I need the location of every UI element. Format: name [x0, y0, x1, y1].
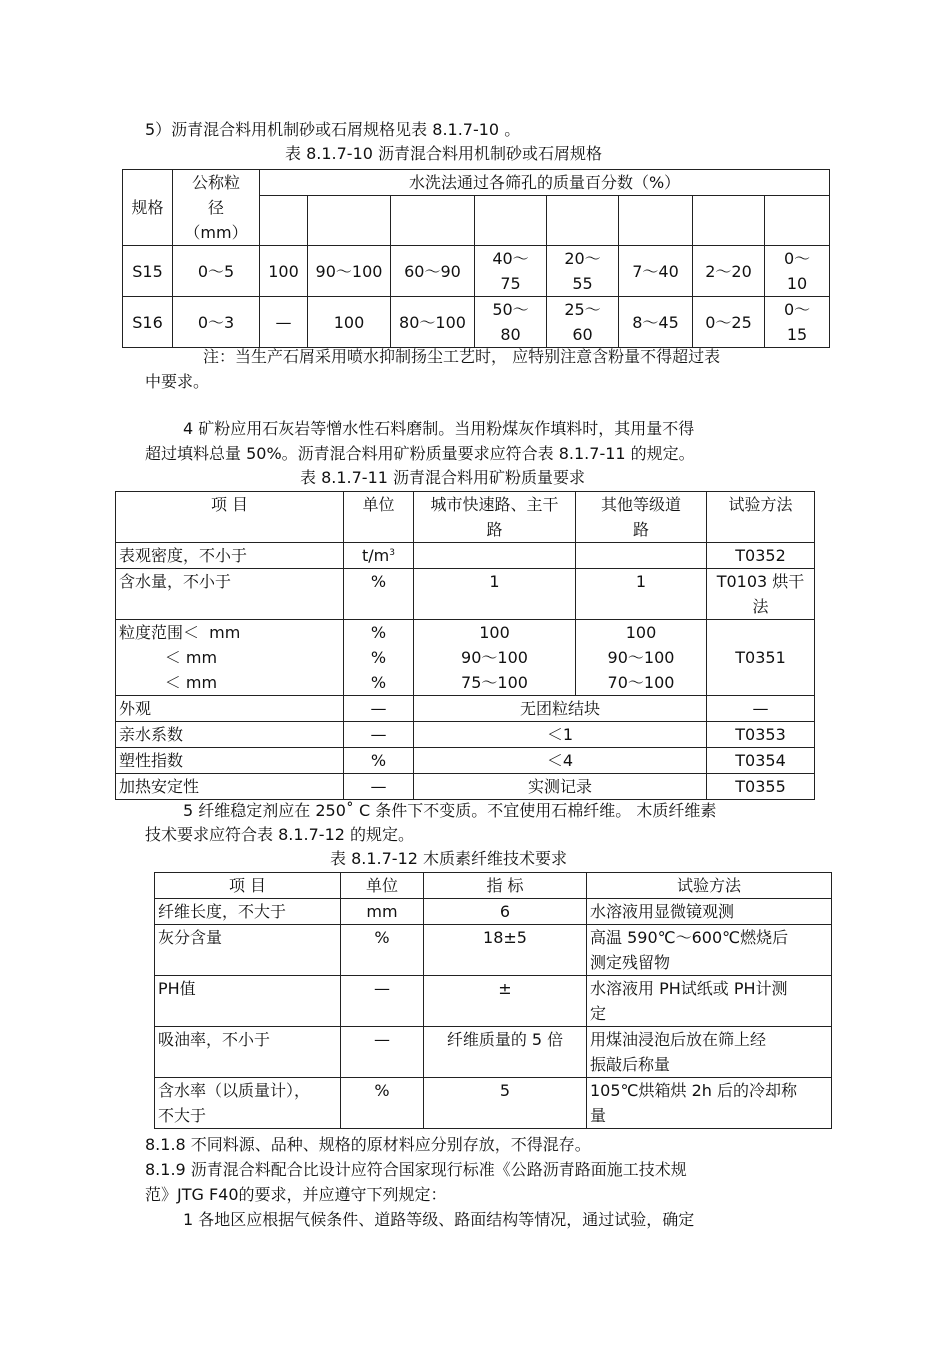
cell [344, 543, 414, 569]
cell: 0～3 [173, 297, 260, 348]
clause-8-1-9-line-3: 1 各地区应根据气候条件、道路等级、路面结构等情况，通过试验，确定 [183, 1210, 695, 1229]
cell: 用煤油浸泡后放在筛上经 振敲后称量 [587, 1027, 832, 1078]
cell: % [344, 569, 414, 620]
header-item: 项 目 [155, 873, 341, 899]
cell: 水溶液用 PH试纸或 PH计测 定 [587, 976, 832, 1027]
para-4-line-2: 超过填料总量 50%。沥青混合料用矿粉质量要求应符合表 8.1.7-11 的规定。 [145, 444, 695, 463]
cell: 高温 590℃～600℃燃烧后 测定残留物 [587, 925, 832, 976]
cell: 25～ 60 [547, 297, 619, 348]
cell: 2～20 [693, 246, 765, 297]
table-row [116, 774, 815, 800]
cell: ＜4 [414, 748, 707, 774]
cell: mm [341, 899, 424, 925]
table-11 [115, 491, 815, 800]
header-expressway: 城市快速路、主干 路 [414, 492, 576, 543]
clause-8-1-8: 8.1.8 不同料源、品种、规格的原材料应分别存放，不得混存。 [145, 1135, 591, 1154]
table-12-caption: 表 8.1.7-12 木质素纤维技术要求 [330, 849, 568, 868]
cell: 100 [260, 246, 308, 297]
para-5-line-1: 5 纤维稳定剂应在 250˚ C 条件下不变质。不宜使用石棉纤维。 木质纤维素 [183, 801, 717, 820]
note-line-2: 中要求。 [145, 372, 210, 391]
cell [414, 543, 576, 569]
cell: 6 [424, 899, 587, 925]
cell: 40～ 75 [475, 246, 547, 297]
cell: 0～5 [173, 246, 260, 297]
cell: 加热安定性 [116, 774, 344, 800]
cell: ± [424, 976, 587, 1027]
cell: T0351 [707, 620, 815, 696]
header-item: 项 目 [116, 492, 344, 543]
cell: 含水量，不小于 [116, 569, 344, 620]
cell: 7～40 [619, 246, 693, 297]
sieve-cell [693, 196, 765, 246]
header-nominal-size: 公称粒 径 （mm） [173, 170, 260, 246]
cell: T0353 [707, 722, 815, 748]
cell: 粒度范围＜ mm ＜ mm ＜ mm [116, 620, 344, 696]
cell: 纤维质量的 5 倍 [424, 1027, 587, 1078]
cell: 0～ 15 [765, 297, 830, 348]
cell: — [344, 696, 414, 722]
cell: 表观密度，不小于 [116, 543, 344, 569]
table-row [116, 543, 815, 569]
cell: S16 [123, 297, 173, 348]
cell: 1 [414, 569, 576, 620]
cell: 105℃烘箱烘 2h 后的冷却称 量 [587, 1078, 832, 1129]
cell: 90～100 [308, 246, 391, 297]
table-row [155, 925, 832, 976]
table-row [116, 620, 815, 696]
cell: — [341, 1027, 424, 1078]
cell: 灰分含量 [155, 925, 341, 976]
header-test-method: 试验方法 [587, 873, 832, 899]
para-5-line-2: 技术要求应符合表 8.1.7-12 的规定。 [145, 825, 415, 844]
sieve-cell [547, 196, 619, 246]
cell: — [344, 722, 414, 748]
header-index: 指 标 [424, 873, 587, 899]
cell: 60～90 [391, 246, 475, 297]
cell: 100 90～100 70～100 [576, 620, 707, 696]
table-row [123, 297, 830, 348]
cell: 100 90～100 75～100 [414, 620, 576, 696]
cell: T0355 [707, 774, 815, 800]
cell: 水溶液用显微镜观测 [587, 899, 832, 925]
cell [576, 543, 707, 569]
cell: T0352 [707, 543, 815, 569]
table-row [116, 696, 815, 722]
cell: — [707, 696, 815, 722]
header-unit: 单位 [341, 873, 424, 899]
cell: — [260, 297, 308, 348]
table-10 [122, 169, 830, 348]
cell: 0～25 [693, 297, 765, 348]
cell: S15 [123, 246, 173, 297]
cell: 实测记录 [414, 774, 707, 800]
sieve-cell [308, 196, 391, 246]
cell: 含水率（以质量计）， 不大于 [155, 1078, 341, 1129]
para-4-line-1: 4 矿粉应用石灰岩等憎水性石料磨制。当用粉煤灰作填料时，其用量不得 [183, 419, 695, 438]
cell: — [344, 774, 414, 800]
table-11-caption: 表 8.1.7-11 沥青混合料用矿粉质量要求 [300, 468, 586, 487]
header-test-method: 试验方法 [707, 492, 815, 543]
sieve-cell [475, 196, 547, 246]
cell: PH值 [155, 976, 341, 1027]
table-row [155, 976, 832, 1027]
header-spec: 规格 [123, 170, 173, 246]
cell: % % % [344, 620, 414, 696]
header-unit: 单位 [344, 492, 414, 543]
cell: — [341, 976, 424, 1027]
cell: 50～ 80 [475, 297, 547, 348]
cell: 0～ 10 [765, 246, 830, 297]
cell: T0354 [707, 748, 815, 774]
intro-line: 5）沥青混合料用机制砂或石屑规格见表 8.1.7-10 。 [145, 120, 521, 139]
table-row [116, 569, 815, 620]
table-12 [154, 872, 832, 1129]
cell: % [341, 1078, 424, 1129]
sieve-cell [765, 196, 830, 246]
cell: 100 [308, 297, 391, 348]
header-passing-percent: 水洗法通过各筛孔的质量百分数（%） [260, 170, 830, 196]
cell: 8～45 [619, 297, 693, 348]
cell: 20～ 55 [547, 246, 619, 297]
cell: 塑性指数 [116, 748, 344, 774]
note-line-1: 注：当生产石屑采用喷水抑制扬尘工艺时， 应特别注意含粉量不得超过表 [203, 347, 721, 366]
cell: 纤维长度，不大于 [155, 899, 341, 925]
unit-text: t/m [362, 546, 390, 565]
cell: ＜1 [414, 722, 707, 748]
table-row [116, 722, 815, 748]
header-other-roads: 其他等级道 路 [576, 492, 707, 543]
cell: % [344, 748, 414, 774]
sieve-cell [619, 196, 693, 246]
cell: T0103 烘干 法 [707, 569, 815, 620]
table-row [123, 246, 830, 297]
cell: 80～100 [391, 297, 475, 348]
cell: 吸油率，不小于 [155, 1027, 341, 1078]
table-row [155, 1027, 832, 1078]
table-row [155, 899, 832, 925]
cell: 1 [576, 569, 707, 620]
cell: 外观 [116, 696, 344, 722]
table-row [155, 1078, 832, 1129]
cell: 18±5 [424, 925, 587, 976]
clause-8-1-9-line-1: 8.1.9 沥青混合料配合比设计应符合国家现行标准《公路沥青路面施工技术规 [145, 1160, 687, 1179]
cell: % [341, 925, 424, 976]
table-row [116, 748, 815, 774]
cell: 亲水系数 [116, 722, 344, 748]
table-10-caption: 表 8.1.7-10 沥青混合料用机制砂或石屑规格 [285, 144, 603, 163]
clause-8-1-9-line-2: 范》JTG F40的要求，并应遵守下列规定： [145, 1185, 447, 1204]
sieve-cell [260, 196, 308, 246]
cell: 无团粒结块 [414, 696, 707, 722]
cell: 5 [424, 1078, 587, 1129]
unit-superscript: 3 [389, 548, 395, 558]
sieve-cell [391, 196, 475, 246]
